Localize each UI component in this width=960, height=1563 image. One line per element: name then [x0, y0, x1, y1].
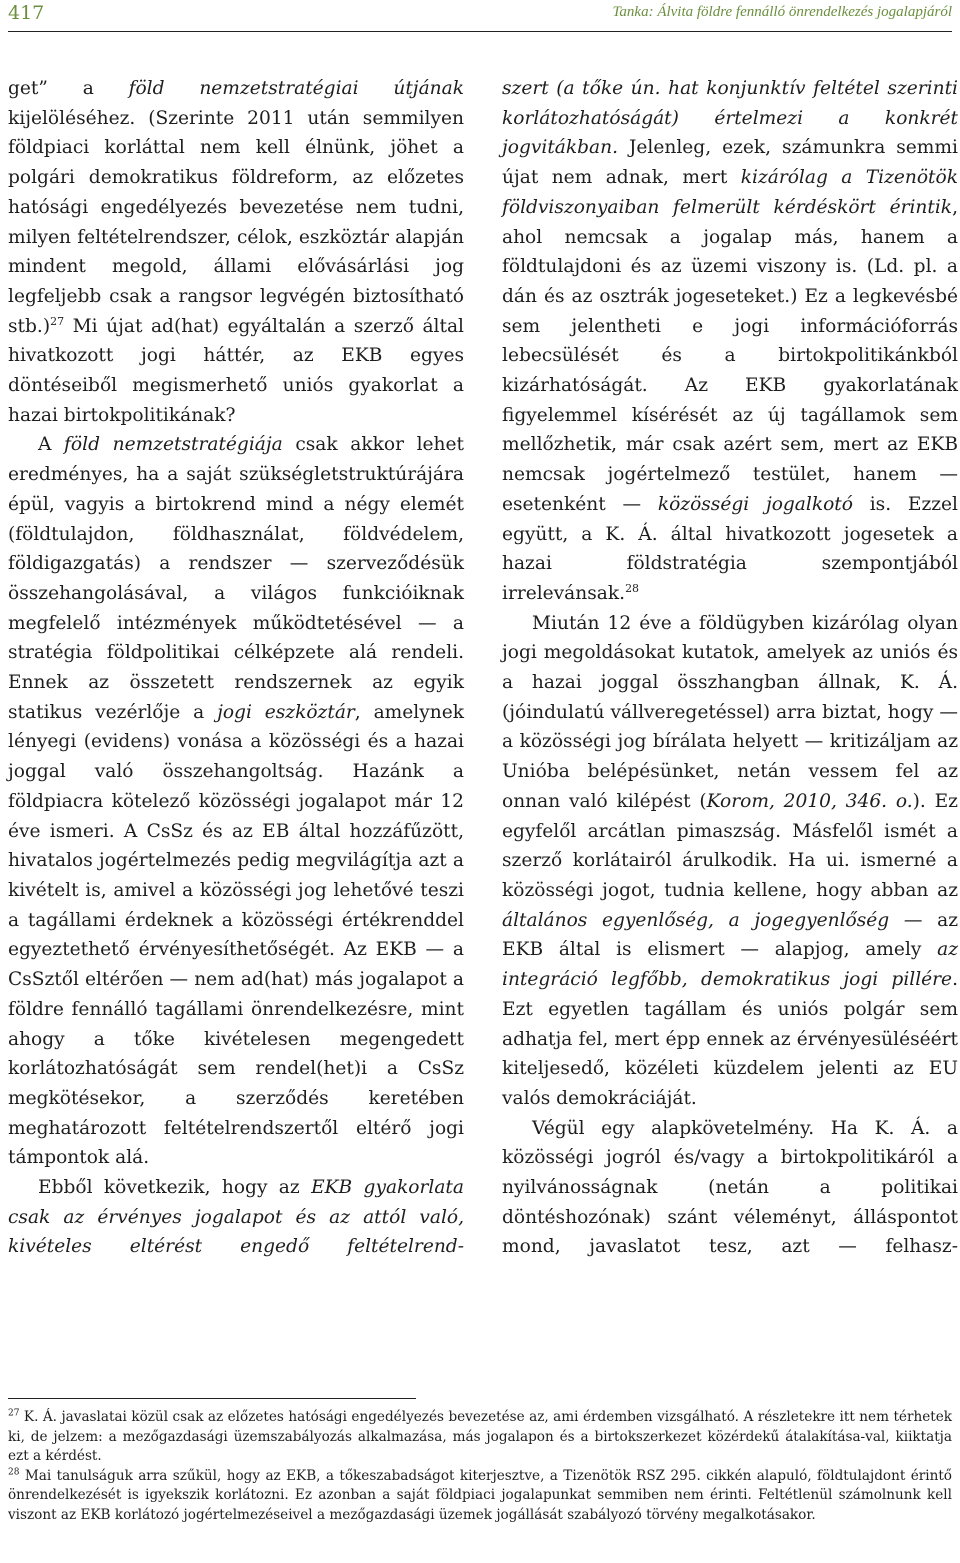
paragraph: Végül egy alapkövetelmény. Ha K. Á. a közösségi jogról és/vagy a birtokpolitikáról a nyilvánosságnak (netán a politikai döntéshozónak) szánt véleményt, álláspontot mond, javaslatot tesz, azt — felhasz- [502, 1117, 958, 1258]
right-column [502, 74, 958, 1262]
footnote-28: $^{28}$ Mai tanulságuk arra szűkül, hogy az EKB, a tőkeszabadságot kiterjesztve, a Tizenötök RSZ 295. cikkén alapuló, földtulajdont érintő önrendelkezését is igyekszik korlátozni. Ez azonban a saját földpiaci jogalapunkat semmiben nem érinti. Feltétlenül számolnunk kell viszont az EKB korlátozó jogértelmezéseivel a mezőgazdasági üzemek jogállását szabályozó törvény megalkotásakor. [8, 1466, 952, 1523]
paragraph: Ebből következik, hogy az EKB gyakorlata csak az érvényes jogalapot és az attól való, kivételes eltérést engedő feltételrend- [8, 1177, 464, 1258]
left-column [8, 74, 464, 1262]
footnote-ref-28[interactable]: 28 [625, 581, 640, 595]
paragraph: A föld nemzetstratégiája csak akkor lehet eredményes, ha a saját szükségletstruktúrájára épül, vagyis a birtokrend mind a négy elemét (földtulajdon, földhasználat, földvédelem, földigazgatás) a rendszer — szerveződésük összehangolásával, a világos funkcióiknak megfelelő intézmények működtetésével — a stratégia földpolitikai célképzete alá rendeli. Ennek az összetett rendszernek az egyik statikus vezérlője a jogi eszköztár, amelynek lényegi (evidens) vonása a közösségi és a hazai joggal való összehangoltság. Hazánk a földpiacra kötelező közösségi jogalapot már 12 éve ismeri. A CsSz és az EB által hozzáfűzött, hivatalos jogértelmezés pedig megvilágítja azt a kivételt is, amivel a közösségi jog lehetővé teszi a tagállami érdeknek a közösségi értékrenddel egyeztethető érvényesíthetőségét. Az EKB — a CsSztől eltérően — nem ad(hat) más jogalapot a földre fennálló tagállami önrendelkezésre, mint ahogy a tőke kivételesen megengedett korlátozhatóságát sem rendel(het)i a CsSz megkötésekor, a szerződés keretében meghatározott feltételrendszertől eltérő jogi támpontok alá. [8, 434, 464, 1169]
footnotes [8, 1408, 952, 1525]
paragraph: get” a föld nemzetstratégiai útjának kijelöléséhez. (Szerinte 2011 után semmilyen földpiaci korláttal nem kell élnünk, jöhet a polgári demokratikus földreform, az előzetes hatósági engedélyezés bevezetése nem tudni, milyen feltételrendszer, célok, eszköztár alapján mindent megold, állami elővásárlási jog legfeljebb csak a rangsor legvégén biztosítható stb.)$^{27}$ Mi újat ad(hat) egyáltalán a szerző által hivatkozott jogi háttér, az EKB egyes döntéseiből megismerhető uniós gyakorlat a hazai birtokpolitikának? [8, 78, 464, 426]
paragraph: Miután 12 éve a földügyben kizárólag olyan jogi megoldásokat kutatok, amelyek az uniós és a hazai joggal összhangban állnak, K. Á. (jóindulatú vállveregetéssel) arra biztat, hogy — a közösségi jog bírálata helyett — kritizáljam az Unióba belépésünket, netán vessem fel az onnan való kilépést (Korom, 2010, 346. o.). Ez egyfelől arcátlan pimaszság. Másfelől ismét a szerző korlátairól árulkodik. Ha ui. ismerné a közösségi jogot, tudnia kellene, hogy abban az általános egyenlőség, a jogegyenlőség — az EKB által is elismert — alapjog, amely az integráció legfőbb, demokratikus jogi pillére. Ezt egyetlen tagállam és uniós polgár sem adhatja fel, mert épp ennek az érvényesüléséért kiteljesedő, közéleti küzdelem jelenti az EU valós demokráciáját. [502, 612, 958, 1109]
footnote-ref-27[interactable]: 27 [50, 314, 65, 328]
paragraph: szert (a tőke ún. hat konjunktív feltétel szerinti korlátozhatóságát) értelmezi a konkrét jogvitákban. Jelenleg, ezek, számunkra semmi újat nem adnak, mert kizárólag a Tizenötök földviszonyaiban felmerült kérdéskört érintik, ahol nemcsak a jogalap más, hanem a földtulajdoni és az üzemi viszony is. (Ld. pl. a dán és az osztrák jogeseteket.) Ez a legkevésbé sem jelentheti e jogi információforrás lebecsülését és a birtokpolitikánkból kizárhatóságát. Az EKB gyakorlatának figyelemmel kísérését az új tagállamok sem mellőzhetik, már csak azért sem, mert az EKB nemcsak jogértelmező testület, hanem — esetenként — közösségi jogalkotó is. Ezzel együtt, a K. Á. által hivatkozott jogesetek a hazai földstratégia szempontjából irrelevánsak.$^{28}$ [502, 78, 958, 604]
header-rule [8, 31, 952, 32]
page-number: 417 [8, 2, 45, 24]
running-title: Tanka: Álvita földre fennálló önrendelkezés jogalapjáról [612, 4, 952, 20]
footnote-rule [8, 1398, 416, 1399]
footnote-27: $^{27}$ K. Á. javaslatai közül csak az előzetes hatósági engedélyezés bevezetése az, ami érdemben vizsgálható. A részletekre itt nem térhetek ki, de jelzem: a mezőgazdasági üzemszabályozás alkalmazása, más jogalapon és a birtokszerkezet közérdekű átalakítása-val, kiiktatja ezt a kérdést. [8, 1408, 952, 1464]
page-header [8, 0, 952, 30]
